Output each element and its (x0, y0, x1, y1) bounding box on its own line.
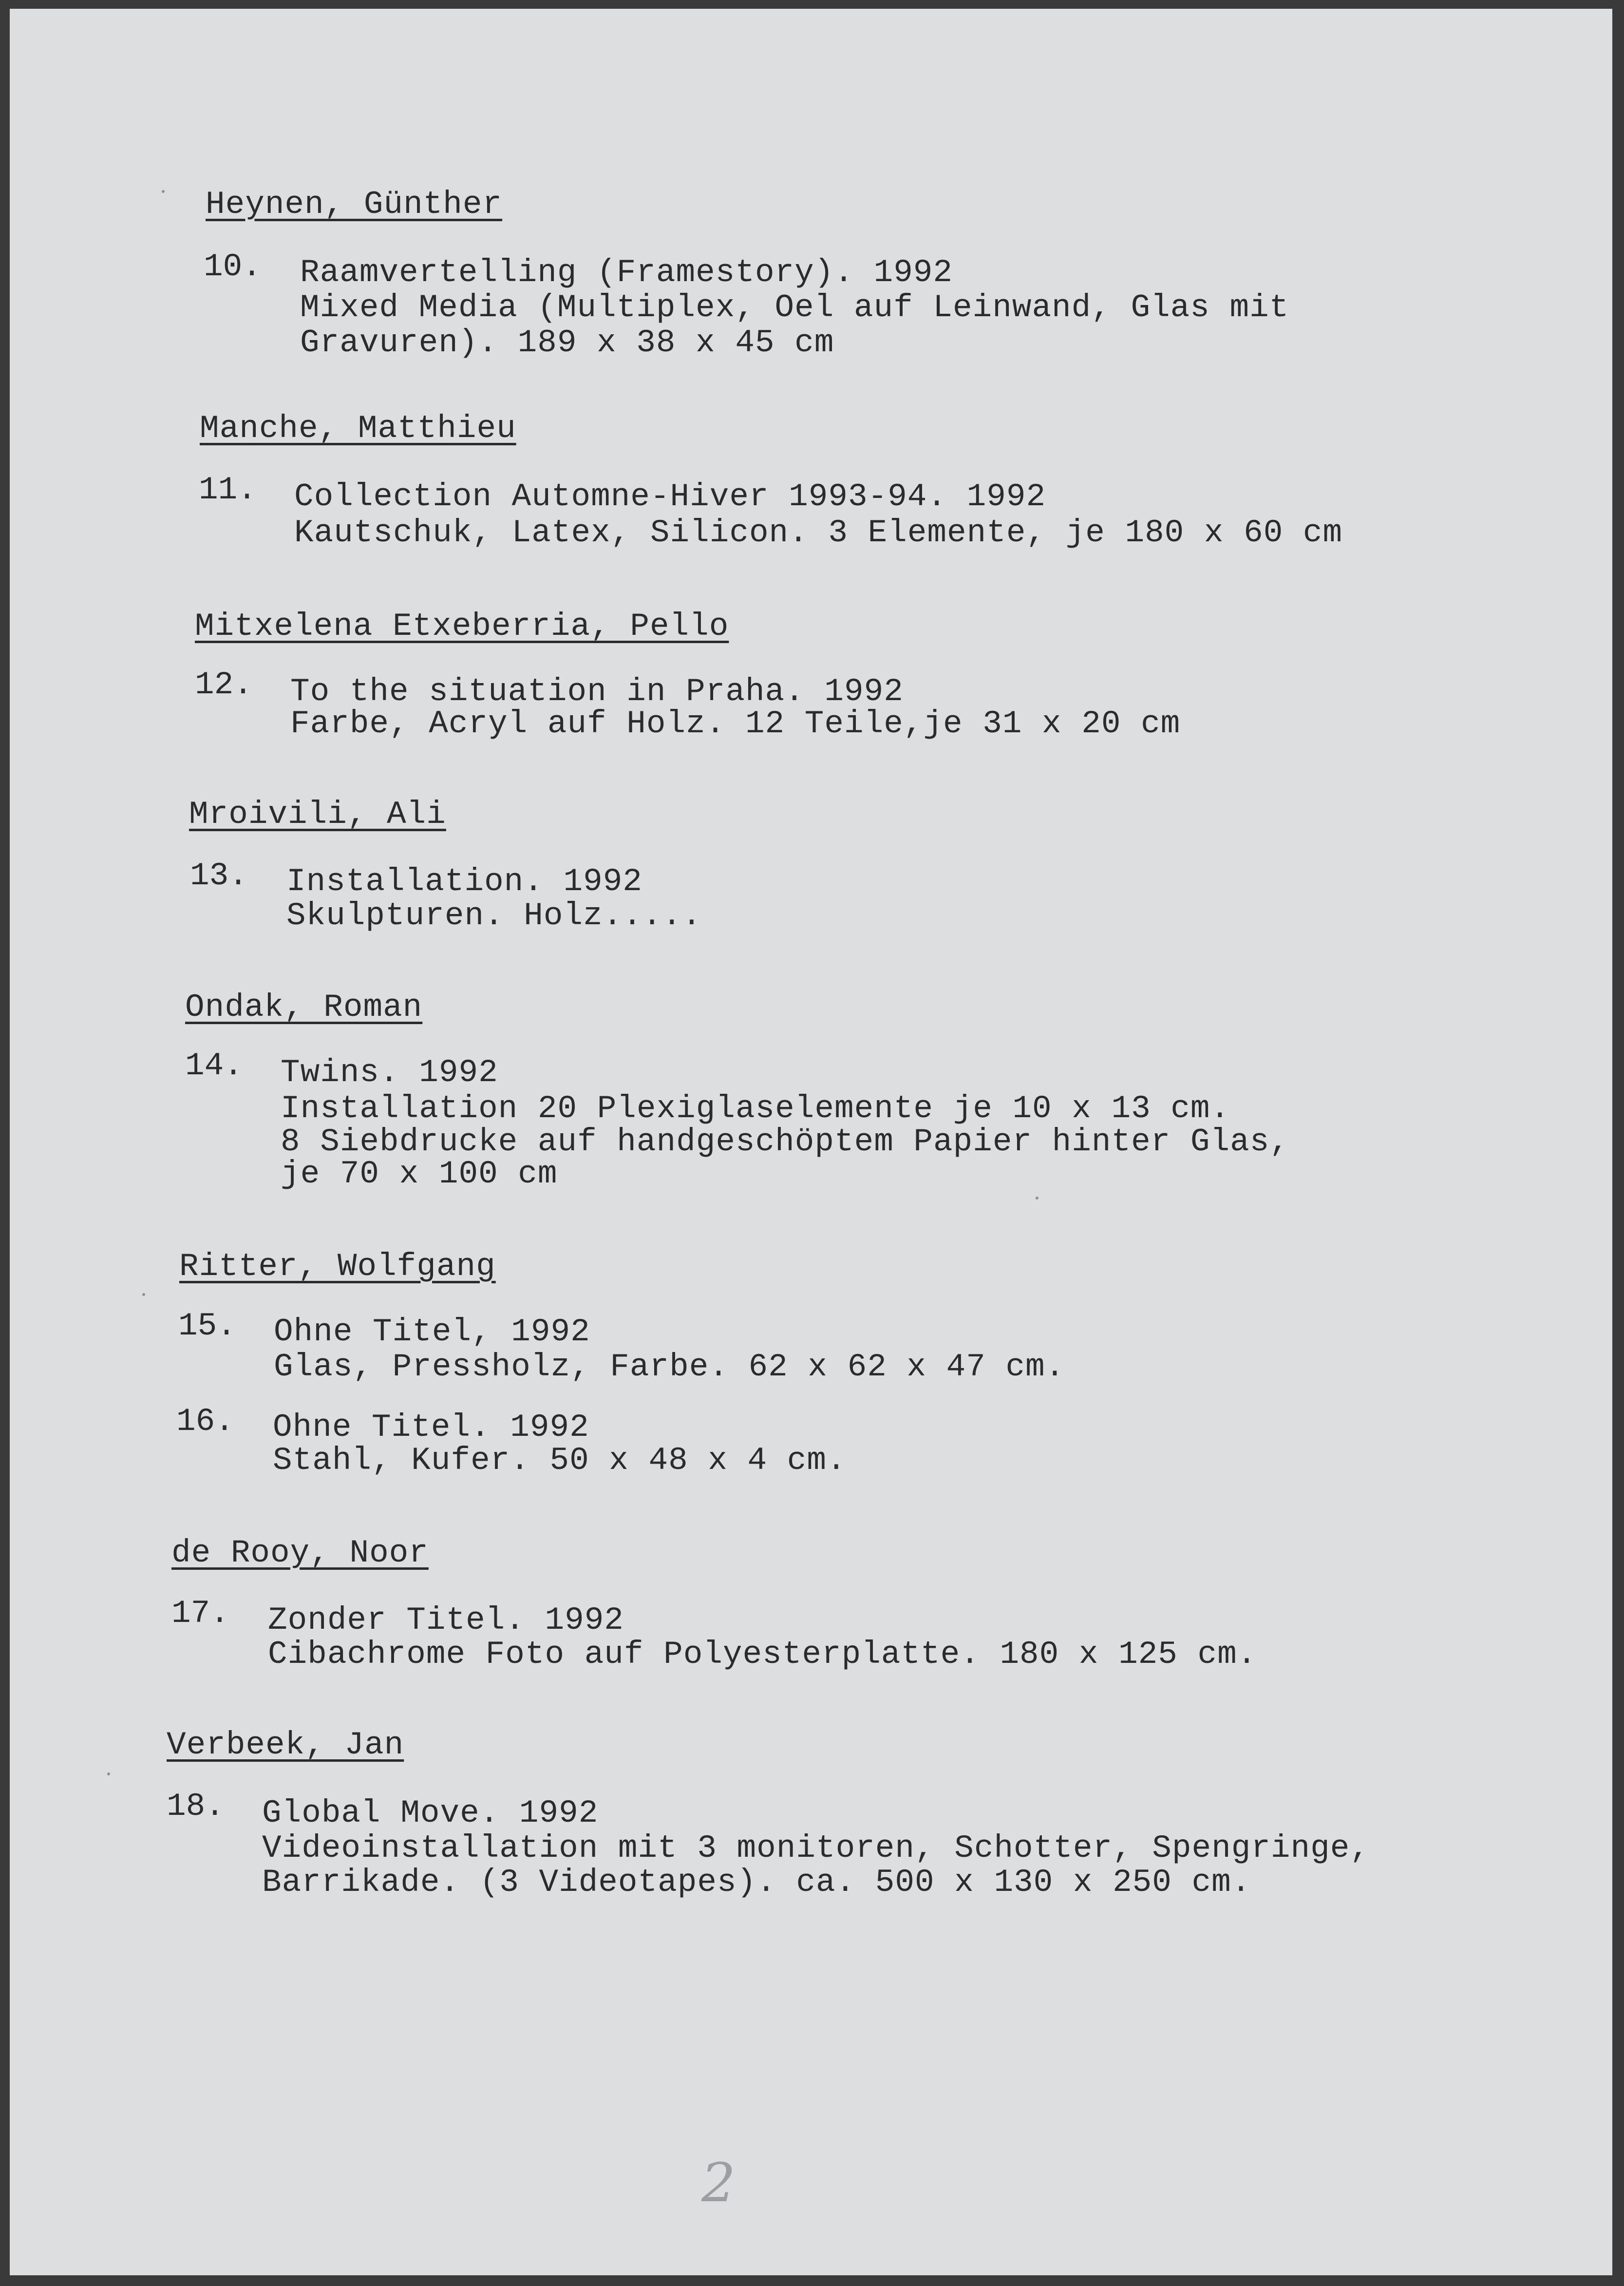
artist-heading: de Rooy, Noor (171, 1535, 429, 1571)
paper-speck (162, 190, 165, 193)
artist-heading: Manche, Matthieu (200, 410, 516, 447)
work-title: Twins. 1992 (281, 1054, 498, 1091)
work-detail: Gravuren). 189 x 38 x 45 cm (300, 324, 834, 361)
work-title: Collection Automne-Hiver 1993-94. 1992 (294, 478, 1046, 515)
work-detail: Glas, Pressholz, Farbe. 62 x 62 x 47 cm. (274, 1349, 1065, 1385)
work-number: 10. (204, 248, 262, 285)
work-number: 18. (167, 1788, 225, 1825)
work-detail: Farbe, Acryl auf Holz. 12 Teile,je 31 x 20 cm (290, 705, 1181, 742)
work-detail: Installation 20 Plexiglaselemente je 10 x 13 cm. (281, 1090, 1230, 1127)
work-detail: Mixed Media (Multiplex, Oel auf Leinwand, Glas mit (300, 289, 1289, 326)
work-detail: Cibachrome Foto auf Polyesterplatte. 180 x 125 cm. (268, 1636, 1257, 1673)
paper-speck (142, 1293, 145, 1296)
work-number: 16. (176, 1403, 234, 1440)
work-title: Ohne Titel. 1992 (273, 1409, 589, 1446)
work-number: 13. (190, 857, 248, 894)
work-detail: Barrikade. (3 Videotapes). ca. 500 x 130 x 250 cm. (262, 1864, 1251, 1901)
work-detail: Skulpturen. Holz..... (286, 897, 702, 934)
work-number: 17. (171, 1595, 229, 1632)
work-detail: 8 Siebdrucke auf handgeschöptem Papier hinter Glas, (281, 1124, 1289, 1160)
document-page (10, 9, 1612, 2275)
work-number: 15. (178, 1308, 236, 1344)
work-number: 12. (195, 667, 253, 703)
work-title: Zonder Titel. 1992 (268, 1602, 624, 1638)
paper-speck (107, 1772, 110, 1775)
paper-speck (1036, 1197, 1039, 1200)
artist-heading: Mroivili, Ali (189, 796, 446, 833)
work-detail: Videoinstallation mit 3 monitoren, Schotter, Spengringe, (262, 1830, 1370, 1867)
work-detail: je 70 x 100 cm (281, 1156, 558, 1192)
artist-heading: Mitxelena Etxeberria, Pello (195, 608, 729, 645)
work-title: Ohne Titel, 1992 (274, 1314, 590, 1350)
work-detail: Kautschuk, Latex, Silicon. 3 Elemente, je 180 x 60 cm (294, 514, 1343, 551)
artist-heading: Verbeek, Jan (167, 1727, 404, 1763)
work-title: Global Move. 1992 (262, 1795, 599, 1831)
work-number: 11. (199, 472, 257, 508)
work-title: To the situation in Praha. 1992 (290, 673, 904, 710)
artist-heading: Ritter, Wolfgang (179, 1248, 496, 1285)
work-detail: Stahl, Kufer. 50 x 48 x 4 cm. (273, 1442, 847, 1479)
artist-heading: Heynen, Günther (206, 186, 503, 223)
work-number: 14. (185, 1048, 243, 1084)
handwritten-page-number: 2 (701, 2152, 736, 2214)
work-title: Installation. 1992 (286, 863, 642, 900)
work-title: Raamvertelling (Framestory). 1992 (300, 254, 953, 291)
artist-heading: Ondak, Roman (185, 989, 423, 1026)
